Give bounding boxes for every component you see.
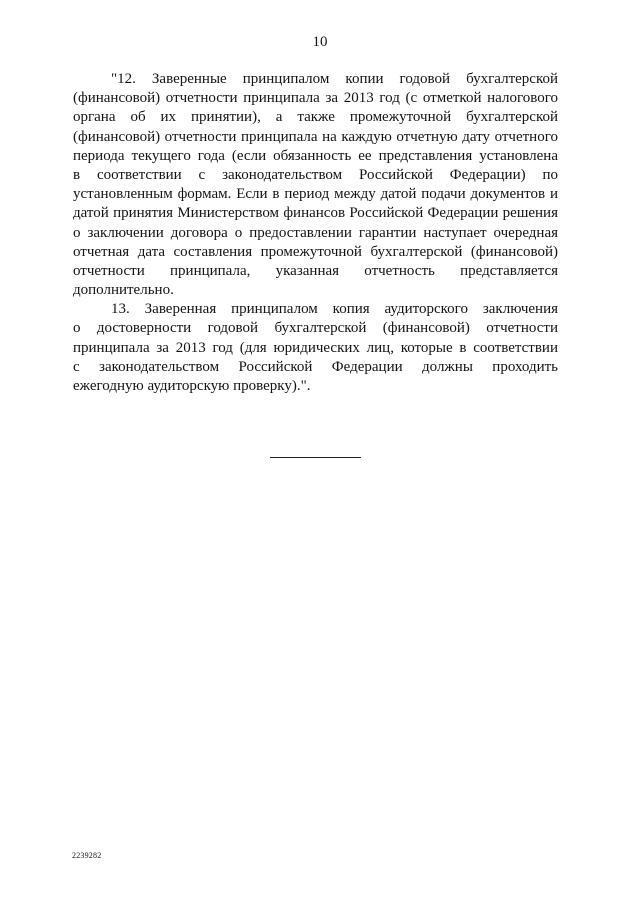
text-line: ежегодную аудиторскую проверку).". [73,378,311,394]
text-line: "12. Заверенные принципалом копии годовой бухгалтерской [111,71,558,87]
text-line: принципала за 2013 год (для юридических лиц, которые в соответствии [73,339,558,356]
page-number: 10 [312,34,328,50]
text-line: периода текущего года (если обязанность ее представления установлена [73,147,558,164]
text-line: установленным формам. Если в период между датой подачи документов и [73,186,558,203]
text-line: (финансовой) отчетности принципала за 2013 год (с отметкой налогового [73,90,558,107]
text-line: о достоверности годовой бухгалтерской (финансовой) отчетности [73,320,558,337]
text-line: 13. Заверенная принципалом копия аудиторского заключения [111,301,558,318]
text-line: в соответствии с законодательством Российской Федерации) по [73,166,558,183]
text-line: отчетная дата составления промежуточной бухгалтерской (финансовой) [73,243,558,260]
text-line: датой принятия Министерством финансов Российской Федерации решения [73,205,558,222]
text-line: отчетности принципала, указанная отчетность представляется [73,262,558,279]
paragraph-12 [73,70,558,300]
text-line: дополнительно. [73,282,174,299]
text-line: (финансовой) отчетности принципала на каждую отчетную дату отчетного [73,128,558,145]
section-divider [270,457,361,458]
document-code: 2239282 [72,851,102,860]
text-line: органа об их принятии), а также промежуточной бухгалтерской [73,109,558,126]
text-line: о заключении договора о предоставлении гарантии наступает очередная [73,224,558,241]
paragraph-13 [73,300,558,396]
document-body [73,70,558,396]
text-line: с законодательством Российской Федерации должны проходить [73,358,558,375]
